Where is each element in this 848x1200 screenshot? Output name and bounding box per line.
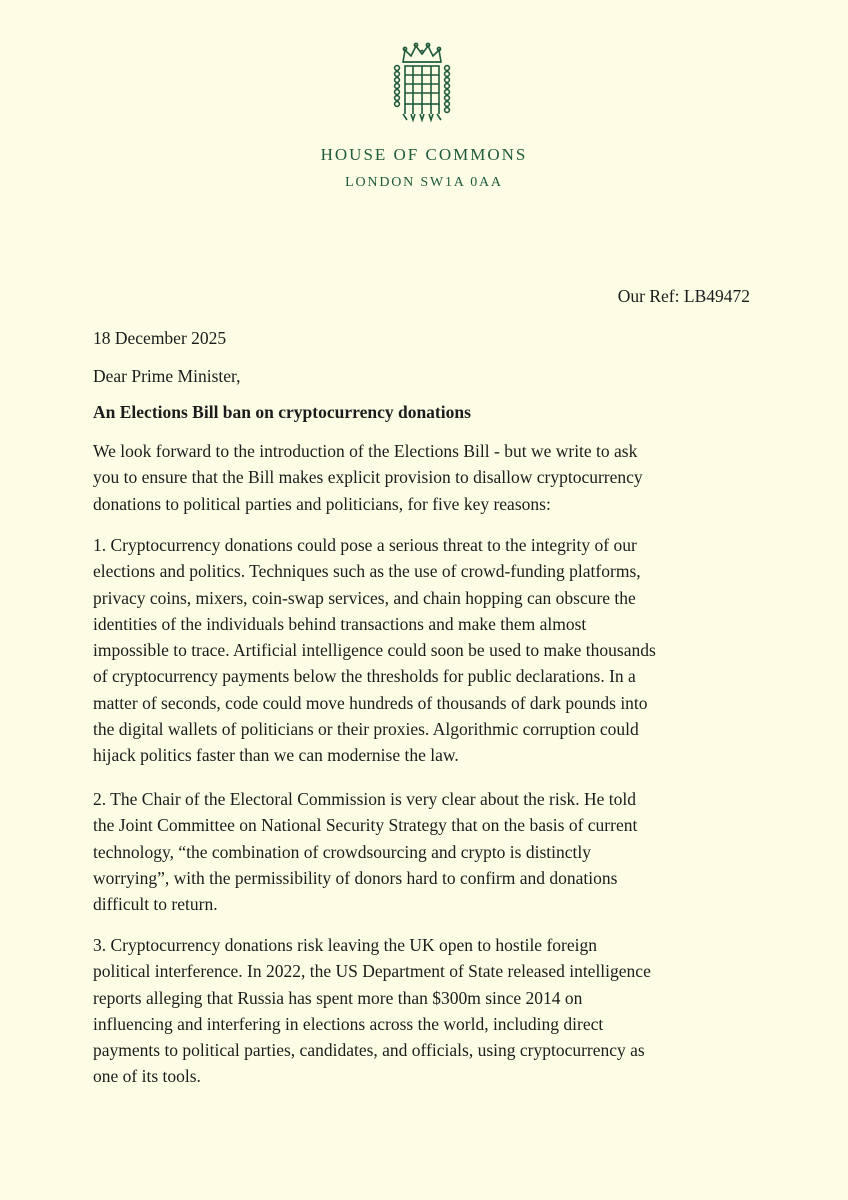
paragraph-line: worrying”, with the permissibility of donors hard to confirm and donations (93, 867, 618, 888)
paragraph-line: payments to political parties, candidates, and officials, using cryptocurrency as (93, 1040, 645, 1061)
intro-paragraph (93, 438, 753, 517)
reason-2-paragraph (93, 786, 753, 917)
paragraph-line: difficult to return. (93, 894, 218, 915)
reference-number: Our Ref: LB49472 (617, 286, 750, 306)
letter-date: 18 December 2025 (93, 328, 227, 348)
paragraph-line: identities of the individuals behind transactions and make them almost (93, 613, 587, 634)
paragraph-line: 3. Cryptocurrency donations risk leaving the UK open to hostile foreign (93, 935, 597, 955)
salutation: Dear Prime Minister, (93, 366, 241, 386)
paragraph-line: 2. The Chair of the Electoral Commission is very clear about the risk. He told (93, 789, 637, 809)
paragraph-line: We look forward to the introduction of the Elections Bill - but we write to ask (93, 441, 638, 461)
paragraph-line: you to ensure that the Bill makes explicit provision to disallow cryptocurrency (93, 467, 643, 488)
paragraph-line: technology, “the combination of crowdsourcing and crypto is distinctly (93, 841, 591, 862)
reason-3-paragraph (93, 932, 753, 1090)
paragraph-line: the digital wallets of politicians or their proxies. Algorithmic corruption could (93, 719, 639, 740)
paragraph-line: reports alleging that Russia has spent more than $300m since 2014 on (93, 987, 583, 1008)
portcullis-crest-icon (389, 42, 455, 128)
subject-heading: An Elections Bill ban on cryptocurrency donations (93, 402, 471, 422)
letterhead-address: LONDON SW1A 0AA (345, 175, 503, 190)
paragraph-line: donations to political parties and politicians, for five key reasons: (93, 493, 551, 514)
paragraph-line: of cryptocurrency payments below the thresholds for public declarations. In a (93, 666, 636, 687)
paragraph-line: 1. Cryptocurrency donations could pose a serious threat to the integrity of our (93, 535, 637, 555)
paragraph-line: impossible to trace. Artificial intelligence could soon be used to make thousands (93, 640, 656, 661)
paragraph-line: one of its tools. (93, 1066, 201, 1087)
letterhead-name: HOUSE OF COMMONS (320, 145, 528, 164)
paragraph-line: elections and politics. Techniques such as the use of crowd-funding platforms, (93, 561, 641, 582)
paragraph-line: influencing and interfering in elections across the world, including direct (93, 1013, 604, 1034)
paragraph-line: privacy coins, mixers, coin-swap services, and chain hopping can obscure the (93, 587, 636, 608)
paragraph-line: hijack politics faster than we can modernise the law. (93, 745, 459, 766)
paragraph-line: the Joint Committee on National Security Strategy that on the basis of current (93, 815, 638, 836)
reason-1-paragraph (93, 532, 753, 769)
paragraph-line: political interference. In 2022, the US Department of State released intelligence (93, 961, 651, 982)
paragraph-line: matter of seconds, code could move hundreds of thousands of dark pounds into (93, 692, 648, 713)
